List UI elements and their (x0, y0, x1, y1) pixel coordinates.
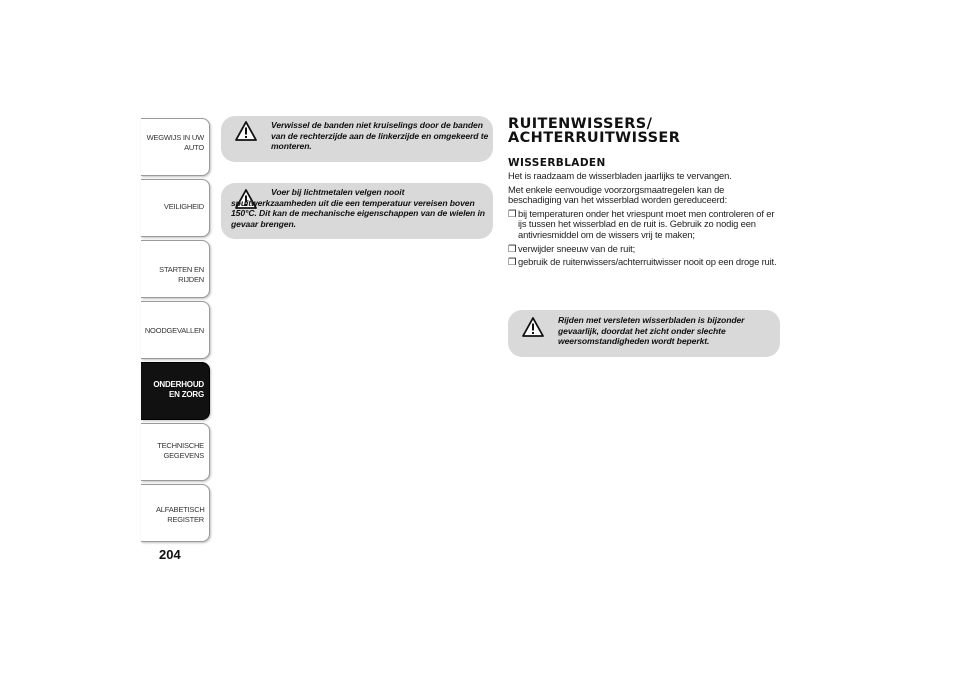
warning-triangle-icon (522, 317, 544, 337)
tab-label: TECHNISCHE GEGEVENS (157, 441, 204, 460)
paragraph: Met enkele eenvoudige voorzorgsmaatregelen kan de beschadiging van het wisserblad worden gereduceerd: (508, 183, 728, 206)
checkbox-bullet-icon: ❒ (508, 256, 517, 268)
tab-label: ALFABETISCH REGISTER (156, 505, 205, 524)
tab-starten-en-rijden[interactable] (141, 240, 210, 298)
list-item (508, 257, 780, 268)
tab-alfabetisch-register[interactable] (141, 484, 210, 542)
checkbox-bullet-icon: ❒ (508, 207, 517, 219)
section-title-line1: RUITENWISSERS/ (508, 116, 653, 132)
warning-triangle-icon (235, 121, 257, 141)
checkbox-bullet-icon: ❒ (508, 242, 517, 254)
section-title-line2: ACHTERRUITWISSER (508, 130, 681, 146)
list-item-text: verwijder sneeuw van de ruit; (518, 242, 636, 254)
list-item (508, 244, 780, 255)
warning-text: Verwissel de banden niet kruiselings door de banden van de rechterzijde aan de linkerzijde en omgekeerd te monteren. (271, 120, 489, 151)
list-item-text: bij temperaturen onder het vriespunt moet men controleren of er ijs tussen het wisserblad en de ruit is. Gebruik zo nodig een antivriesmiddel om de wissers vrij te maken; (518, 207, 775, 240)
tab-label: VEILIGHEID (163, 202, 204, 211)
warning-box-alloy-wheels (221, 183, 493, 239)
list-item (508, 209, 780, 241)
tab-label: WEGWIJS IN UW AUTO (146, 133, 204, 152)
paragraph: Het is raadzaam de wisserbladen jaarlijks te vervangen. (508, 170, 732, 181)
warning-box-tyres (221, 116, 493, 162)
warning-text: Rijden met versleten wisserbladen is bijzonder gevaarlijk, doordat het zicht onder slechte weersomstandigheden wordt beperkt. (558, 315, 745, 346)
tab-label: ONDERHOUD EN ZORG (153, 380, 204, 399)
subsection-title: WISSERBLADEN (508, 157, 606, 169)
page-number: 204 (159, 547, 181, 562)
tab-wegwijs-in-uw-auto[interactable] (141, 118, 210, 176)
tab-label: NOODGEVALLEN (144, 326, 204, 335)
tab-onderhoud-en-zorg[interactable] (141, 362, 210, 420)
tab-veiligheid[interactable] (141, 179, 210, 237)
tab-label: STARTEN EN RIJDEN (159, 265, 204, 284)
tab-technische-gegevens[interactable] (141, 423, 210, 481)
warning-text: Voer bij lichtmetalen velgen nooit spuitwerkzaamheden uit die een temperatuur vereisen boven 150°C. Dit kan de mechanische eigenschappen van de wielen in gevaar brengen. (231, 187, 485, 229)
wipers-section (508, 117, 780, 271)
list-item-text: gebruik de ruitenwissers/achterruitwisser nooit op een droge ruit. (518, 256, 777, 268)
tab-noodgevallen[interactable] (141, 301, 210, 359)
warning-box-worn-wipers (508, 310, 780, 357)
